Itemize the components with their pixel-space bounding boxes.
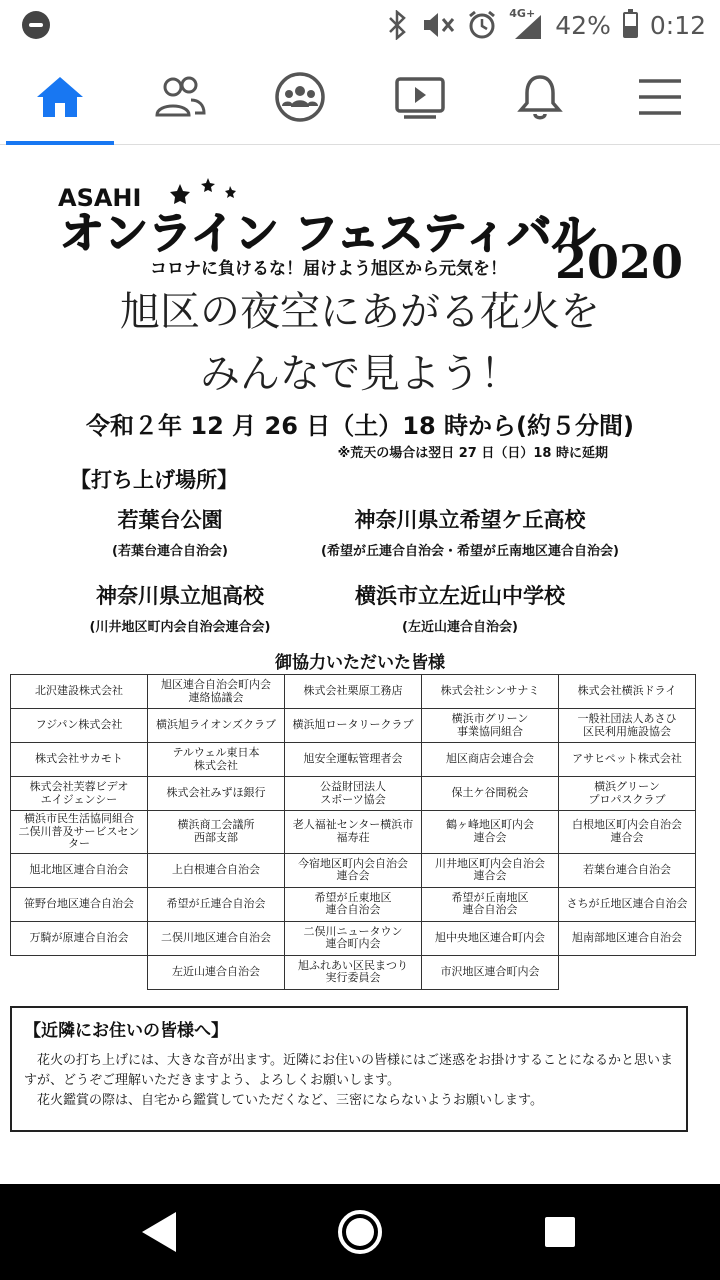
sponsor-cell: 横浜商工会議所 西部支部 [148,811,285,854]
venue-name: 神奈川県立希望ケ丘高校 [354,508,586,532]
sponsor-cell: 旭安全運転管理者会 [285,743,422,777]
sponsors-table [10,674,696,990]
recents-button[interactable] [500,1184,620,1280]
groups-icon [274,71,326,123]
sponsor-cell: 万騎が原連合自治会 [11,921,148,955]
sponsor-cell: 株式会社サカモト [11,743,148,777]
back-button[interactable] [100,1184,220,1280]
rain-note: ※荒天の場合は翌日 27 日（日）18 時に延期 [337,446,608,461]
sponsor-cell: 白根地区町内会自治会 連合会 [559,811,696,854]
neighbor-notice [10,1006,688,1132]
sponsor-cell: 旭北地区連合自治会 [11,853,148,887]
sponsor-cell: 北沢建設株式会社 [11,675,148,709]
venue-sub: (川井地区町内会自治会連合会) [89,620,271,635]
table-row [11,675,696,709]
sponsor-cell: アサヒペット株式会社 [559,743,696,777]
headline-line2: みんなで見よう！ [200,351,520,397]
tab-notifications[interactable] [480,50,600,144]
tab-bar [0,50,720,145]
sponsor-cell: 希望が丘東地区 連合自治会 [285,887,422,921]
table-row [11,743,696,777]
stars-icon [170,178,236,204]
venue-name: 若葉台公園 [117,508,223,532]
sponsor-cell: 左近山連合自治会 [148,955,285,989]
table-row [11,887,696,921]
sponsor-cell: 株式会社芙蓉ビデオ エイジェンシー [11,777,148,811]
sponsors-title: 御協力いただいた皆様 [275,653,445,673]
alarm-icon [467,10,497,40]
table-row [11,777,696,811]
notice-title: 【近隣にお住いの皆様へ】 [24,1021,228,1041]
status-bar [0,0,720,50]
sponsor-cell: 横浜グリーン プロパスクラブ [559,777,696,811]
battery-percent: 42% [555,10,611,40]
sponsor-cell: 横浜旭ライオンズクラブ [148,709,285,743]
empty-cell [559,955,696,989]
venue-item [330,580,590,635]
sponsor-cell: 株式会社栗原工務店 [285,675,422,709]
empty-cell [11,955,148,989]
venue-name: 神奈川県立旭高校 [96,584,264,608]
tab-home[interactable] [0,50,120,144]
sponsor-cell: テルウェル東日本 株式会社 [148,743,285,777]
signal-indicator [509,7,543,39]
sponsor-cell: 旭ふれあい区民まつり 実行委員会 [285,955,422,989]
sponsor-cell: 鶴ヶ峰地区町内会 連合会 [422,811,559,854]
home-icon [35,75,85,119]
sponsor-cell: 希望が丘連合自治会 [148,887,285,921]
sponsor-cell: 市沢地区連合町内会 [422,955,559,989]
table-row [11,811,696,854]
sponsor-cell: 株式会社横浜ドライ [559,675,696,709]
sponsor-cell: フジパン株式会社 [11,709,148,743]
headline-line1: 旭区の夜空にあがる花火を [120,289,600,335]
sponsor-cell: 株式会社みずほ銀行 [148,777,285,811]
sponsor-cell: 旭区連合自治会町内会 連絡協議会 [148,675,285,709]
logo-asahi: ASAHI [58,184,142,212]
sponsor-cell: 横浜市民生活協同組合 二俣川普及サービスセンター [11,811,148,854]
sponsor-cell: 若葉台連合自治会 [559,853,696,887]
logo-title: オンライン フェスティバル [60,208,596,259]
system-nav-bar [0,1184,720,1280]
table-row [11,955,696,989]
venue-item [60,580,300,635]
sponsor-cell: 旭南部地区連合自治会 [559,921,696,955]
venue-sub: (希望が丘連合自治会・希望が丘南地区連合自治会) [321,544,619,559]
sponsor-cell: 旭中央地区連合町内会 [422,921,559,955]
venue-name: 横浜市立左近山中学校 [355,584,565,608]
tab-menu[interactable] [600,50,720,144]
sponsor-cell: 今宿地区町内会自治会 連合会 [285,853,422,887]
sponsor-cell: 横浜旭ロータリークラブ [285,709,422,743]
tab-groups[interactable] [240,50,360,144]
tab-friends[interactable] [120,50,240,144]
status-icons [387,8,706,42]
friends-icon [153,75,207,119]
sponsor-cell: 二俣川ニュータウン 連合町内会 [285,921,422,955]
table-row [11,709,696,743]
notice-body-2: 花火鑑賞の際は、自宅から鑑賞していただくなど、三密にならないようお願いします。 [24,1093,543,1108]
sponsor-cell: 老人福祉センター横浜市 福寿荘 [285,811,422,854]
sponsor-cell: 株式会社シンサナミ [422,675,559,709]
sponsor-cell: 笹野台地区連合自治会 [11,887,148,921]
sponsor-cell: 横浜市グリーン 事業協同組合 [422,709,559,743]
venue-sub: (若葉台連合自治会) [112,544,228,559]
video-icon [394,75,446,119]
venue-sub: (左近山連合自治会) [402,620,518,635]
menu-icon [637,77,683,117]
festival-logo-graphic [30,166,690,286]
tab-watch[interactable] [360,50,480,144]
sponsor-cell: 上白根連合自治会 [148,853,285,887]
table-row [11,853,696,887]
venue-item [80,504,260,559]
logo-year: 2020 [555,235,684,286]
festival-logo [30,166,690,286]
venue-item [290,504,650,559]
table-row [11,921,696,955]
notice-body-1: 花火の打ち上げには、大きな音が出ます。近隣にお住いの皆様にはご迷惑をお掛けすることになるかと思いますが、どうぞご理解いただきますよう、よろしくお願いします。 [24,1053,673,1088]
sponsor-cell: 二俣川地区連合自治会 [148,921,285,955]
sponsor-cell: 希望が丘南地区 連合自治会 [422,887,559,921]
venue-label: 【打ち上げ場所】 [70,468,238,492]
home-button[interactable] [300,1184,420,1280]
event-datetime: 令和２年 12 月 26 日（土）18 時から(約５分間) [86,412,634,440]
home-circle-icon [337,1209,383,1255]
bell-icon [517,73,563,121]
logo-slogan: コロナに負けるな！届けよう旭区から元気を！ [150,259,507,279]
battery-icon [623,12,638,38]
flyer-image [0,146,720,1184]
sponsor-cell: 公益財団法人 スポーツ協会 [285,777,422,811]
signal-icon [509,11,543,39]
clock: 0:12 [649,10,706,40]
network-type: 4G+ [509,7,536,20]
sponsor-cell: 保土ケ谷間税会 [422,777,559,811]
mute-icon [421,10,455,40]
bluetooth-icon [387,10,409,40]
sponsor-cell: 川井地区町内会自治会 連合会 [422,853,559,887]
sponsor-cell: さちが丘地区連合自治会 [559,887,696,921]
sponsor-cell: 一般社団法人あさひ 区民利用施設協会 [559,709,696,743]
minus-circle-icon [22,11,50,39]
back-icon [140,1210,180,1254]
recents-icon [543,1215,577,1249]
sponsor-cell: 旭区商店会連合会 [422,743,559,777]
